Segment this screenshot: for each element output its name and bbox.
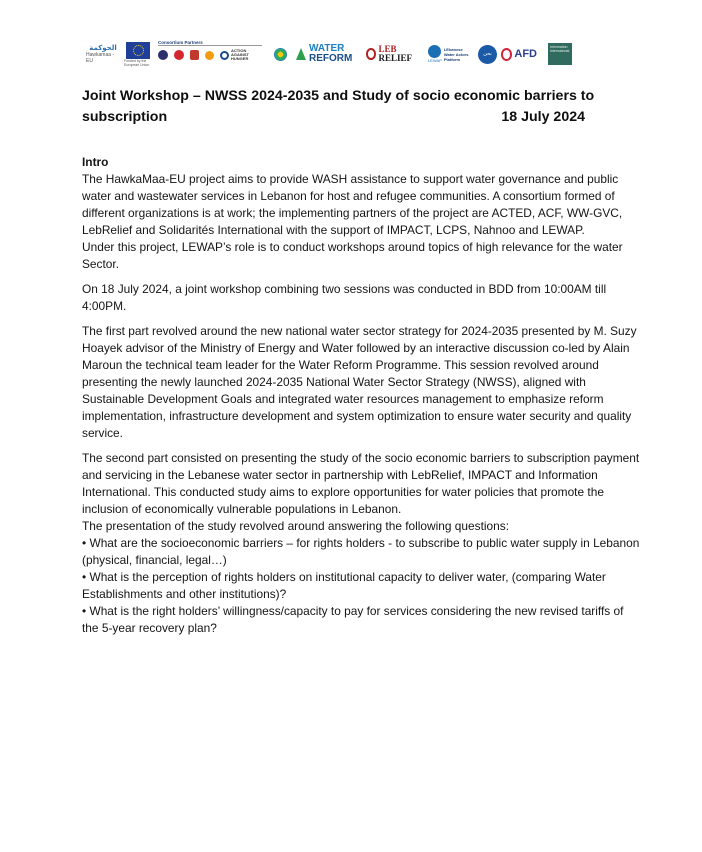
water-reform-line2: REFORM bbox=[309, 53, 353, 64]
document-date: 18 July 2024 bbox=[501, 109, 585, 125]
information-international-emblem: Information International bbox=[548, 43, 572, 65]
title-line-2: subscription bbox=[82, 109, 168, 125]
lebrelief-small-logo-icon bbox=[190, 50, 199, 60]
lebrelief-emblem-icon bbox=[366, 48, 376, 60]
nahnoo-emblem: نحن bbox=[478, 45, 497, 64]
intro-heading: Intro bbox=[82, 155, 109, 169]
lewap-label: LEWAP bbox=[428, 58, 442, 63]
question-bullet: • What is the right holders’ willingness/capacity to pay for services considering the new revised tariffs of the 5-year recovery plan? bbox=[82, 604, 624, 635]
consortium-partners-label: Consortium Partners bbox=[158, 40, 262, 46]
title-line-1: Joint Workshop – NWSS 2024-2035 and Study of socio economic barriers to bbox=[82, 88, 595, 104]
eu-caption: Funded by the European Union bbox=[124, 58, 150, 67]
water-reform-logo bbox=[296, 40, 352, 68]
spacer bbox=[82, 315, 642, 323]
hawkamaa-logo-caption: Hawkamaa - EU bbox=[86, 52, 115, 64]
action-against-hunger-text: ACTION AGAINST HUNGER bbox=[231, 48, 249, 61]
title-line-2-row bbox=[82, 107, 585, 128]
lebrelief-line2: RELIEF bbox=[378, 53, 412, 63]
weworld-gvc-logo-icon bbox=[205, 51, 214, 60]
consortium-partners-logos bbox=[158, 40, 262, 68]
second-part-paragraph: The second part consisted on presenting the study of the socio economic barriers to subscription payment and servicing in the Lebanese water sector in partnership with LebRelief, IMPACT and Information International. This conducted study aims to explore opportunities for water policies that promote the inclusion of economically vulnerable populations in Lebanon. bbox=[82, 451, 640, 516]
afd-ring-icon bbox=[501, 48, 512, 61]
afd-wordmark: AFD bbox=[514, 48, 537, 60]
workshop-date-paragraph: On 18 July 2024, a joint workshop combining two sessions was conducted in BDD from 10:00AM till 4:00PM. bbox=[82, 282, 607, 313]
intro-paragraph-2: Under this project, LEWAP’s role is to conduct workshops around topics of high relevance for the water Sector. bbox=[82, 240, 623, 271]
lewap-caption: LEbanese Water Actors Platform bbox=[443, 46, 469, 62]
spacer bbox=[82, 442, 642, 450]
eu-flag-icon bbox=[126, 42, 150, 59]
eu-logo bbox=[124, 40, 152, 68]
water-reform-wordmark bbox=[309, 44, 352, 64]
hawkamaa-logo bbox=[86, 40, 120, 68]
nahnoo-logo bbox=[478, 40, 498, 68]
questions-intro: The presentation of the study revolved around answering the following questions: bbox=[82, 519, 510, 533]
information-international-logo bbox=[548, 40, 574, 68]
afd-logo bbox=[501, 40, 537, 68]
lebrelief-line1: LEB bbox=[378, 44, 397, 54]
moew-emblem-icon bbox=[274, 48, 287, 61]
document-body bbox=[82, 154, 642, 637]
water-reform-line1: WATER bbox=[309, 43, 345, 54]
first-part-paragraph: The first part revolved around the new national water sector strategy for 2024-2035 presented by M. Suzy Hoayek advisor of the Ministry of Energy and Water followed by an interactive discussion co-led by Alain Maroun the technical team leader for the Water Reform Programme. This session revolved around presenting the newly launched 2024-2035 National Water Sector Strategy (NWSS), aligned with Sustainable Development Goals and integrated water resources management to emphasize reform implementation, infrastructure development and system optimization to ensure water security and quality service. bbox=[82, 324, 637, 440]
intro-paragraph: The HawkaMaa-EU project aims to provide WASH assistance to support water governance and public water and wastewater services in Lebanon for host and refugee communities. A consortium formed of different organizations is at work; the implementing partners of the project are ACTED, ACF, WW-GVC, LebRelief and Solidarités International with the support of IMPACT, LCPS, Nahnoo and LEWAP. bbox=[82, 172, 623, 237]
question-bullet: • What are the socioeconomic barriers – for rights holders - to subscribe to public water supply in Lebanon (physical, financial, legal…) bbox=[82, 536, 640, 567]
moew-logo bbox=[270, 40, 290, 68]
solidarites-logo-icon bbox=[174, 50, 184, 60]
lebrelief-wordmark bbox=[378, 45, 412, 63]
lebrelief-logo bbox=[366, 40, 412, 68]
action-against-hunger-logo-icon bbox=[220, 51, 229, 60]
question-bullet: • What is the perception of rights holders on institutional capacity to deliver water, (comparing Water Establishments and other institutions)? bbox=[82, 570, 606, 601]
lewap-logo bbox=[428, 40, 478, 68]
spacer bbox=[82, 273, 642, 281]
acted-logo-icon bbox=[158, 50, 168, 60]
water-reform-tree-icon bbox=[296, 48, 306, 60]
partner-logo-strip bbox=[86, 40, 586, 68]
hawkamaa-logo-mark: الحوكمة bbox=[89, 45, 117, 52]
document-title bbox=[82, 86, 602, 128]
lewap-drop-icon bbox=[428, 45, 441, 58]
